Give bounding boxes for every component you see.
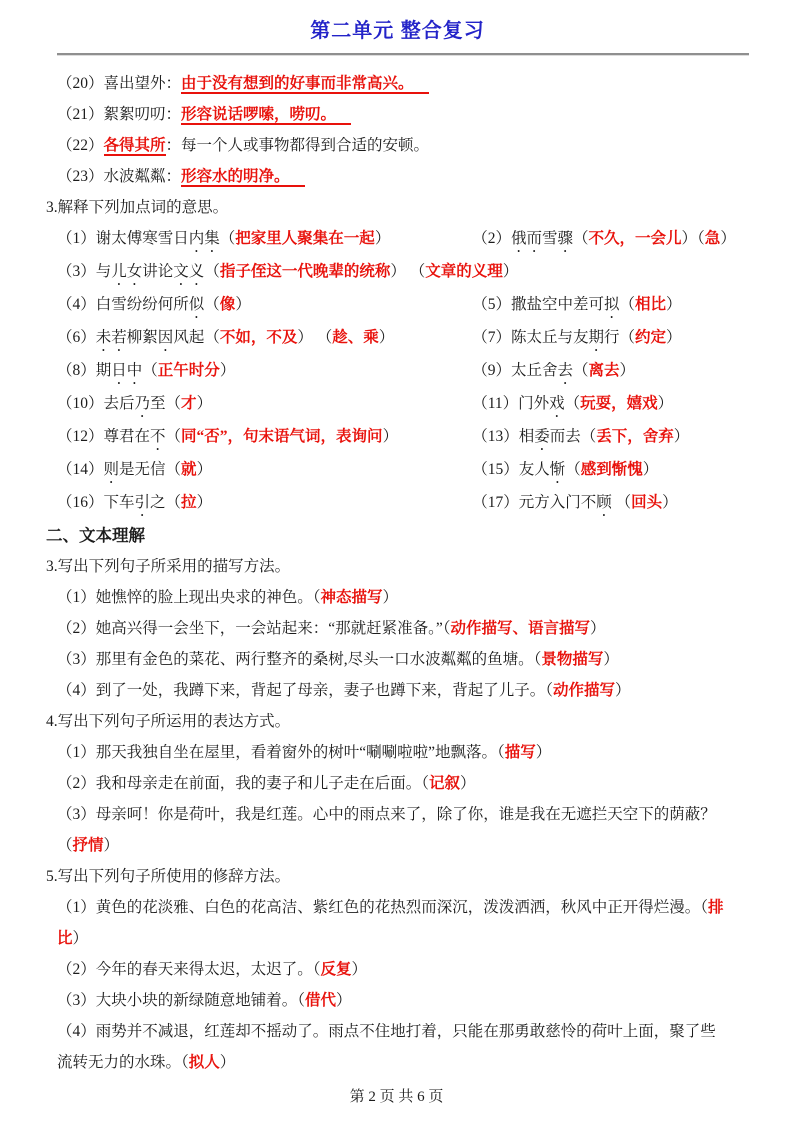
dotted-word: 俄而 <box>510 230 542 247</box>
answer-text: 才 <box>181 395 197 412</box>
exercise-item <box>472 355 749 388</box>
dotted-word: 委 <box>534 428 550 445</box>
dotted-word: 儿女 <box>111 263 143 280</box>
text-segment: ） （ <box>390 263 426 280</box>
text-segment: ） <box>196 461 213 478</box>
exercise-item <box>57 830 749 861</box>
exercise-item <box>57 421 472 454</box>
exercise-item <box>57 1016 749 1047</box>
text-segment: （7）陈太丘与友 <box>472 329 589 346</box>
text-segment: （1）她憔悴的脸上现出央求的神色。（ <box>57 589 321 606</box>
text-segment: （3）那里有金色的菜花、两行整齐的桑树,尽头一口水波粼粼的鱼塘。（ <box>57 651 542 668</box>
text-segment: （3）母亲呵！你是荷叶，我是红莲。心中的雨点来了，除了你，谁是我在无遮拦天空下的荫蔽？ <box>57 806 716 823</box>
exercise-item <box>57 289 472 322</box>
exercise-item <box>57 799 749 830</box>
answer-text: 比 <box>57 930 73 947</box>
text-segment: 讲论 <box>142 263 174 280</box>
text-segment: （23）水波粼粼： <box>57 168 182 185</box>
answer-text: 指子侄这一代晚辈的统称 <box>219 263 391 280</box>
text-segment: （ <box>57 837 73 854</box>
answer-text: 反复 <box>320 961 352 978</box>
text-segment: ） <box>382 589 399 606</box>
text-segment: （1）那天我独自坐在屋里，看着窗外的树叶“唰唰啦啦”地飘落。（ <box>57 744 505 761</box>
answer-text: 玩耍，嬉戏 <box>580 395 658 412</box>
answer-text: 丢下，舍弃 <box>596 428 674 445</box>
exercise-item-row <box>57 421 749 454</box>
answer-text: 抒情 <box>72 837 104 854</box>
dotted-word: 则 <box>103 461 120 478</box>
page-title: 第二单元 整合复习 <box>310 20 485 42</box>
answer-text: 记叙 <box>429 775 461 792</box>
text-segment: 行（ <box>603 329 635 346</box>
text-segment: （2） <box>472 230 511 247</box>
exercise-item <box>472 487 749 520</box>
text-segment: （9）太丘舍 <box>472 362 558 379</box>
dotted-word: 引 <box>134 494 151 511</box>
text-segment: （ <box>219 230 236 247</box>
text-segment: 是无信（ <box>119 461 182 478</box>
exercise-item <box>57 923 749 954</box>
answer-text: 正午时分 <box>157 362 220 379</box>
text-segment: （ <box>165 428 182 445</box>
answer-text: 拉 <box>181 494 197 511</box>
dotted-word: 似 <box>188 296 205 313</box>
text-segment: （ <box>204 263 220 280</box>
exercise-item <box>57 322 472 355</box>
answer-text: 同“否”，句末语气词，表询问 <box>181 428 383 445</box>
exercise-prompt <box>46 706 749 737</box>
answer-text: 神态描写 <box>320 589 383 606</box>
exercise-item-row <box>57 322 749 355</box>
exercise-item <box>57 355 472 388</box>
text-segment: ） <box>603 651 619 668</box>
document-body <box>46 68 749 1078</box>
text-segment: （22） <box>57 137 104 154</box>
text-segment: （4）到了一处，我蹲下来，背起了母亲，妻子也蹲下来，背起了儿子。（ <box>57 682 554 699</box>
text-segment: （10）去后 <box>57 395 135 412</box>
text-segment: （ <box>573 230 589 247</box>
text-segment: ） <box>103 837 120 854</box>
exercise-item <box>57 388 472 421</box>
answer-text: 回头 <box>631 494 663 511</box>
text-segment: ） <box>502 263 519 280</box>
exercise-item <box>57 130 749 161</box>
dotted-word: 因 <box>157 329 174 346</box>
definition-text: 形容说话啰嗦，唠叨。 <box>181 106 351 125</box>
text-segment: 而去（ <box>549 428 597 445</box>
answer-text: 排 <box>708 899 724 916</box>
definition-text: 各得其所 <box>103 137 166 154</box>
text-segment: ）（ <box>681 230 705 247</box>
answer-text: 不如，不及 <box>219 329 298 346</box>
text-segment: ：每一个人或事物都得到合适的安顿。 <box>165 137 430 154</box>
dotted-word: 日中 <box>111 362 143 379</box>
exercise-prompt <box>46 551 749 582</box>
text-segment: （ <box>565 461 581 478</box>
text-segment: ） <box>720 230 736 247</box>
exercise-item-row <box>57 355 749 388</box>
exercise-item <box>57 644 749 675</box>
exercise-item <box>472 421 749 454</box>
answer-text: 趁、乘 <box>332 329 379 346</box>
exercise-item <box>57 892 749 923</box>
exercise-item <box>57 454 472 487</box>
text-segment: （ <box>611 494 632 511</box>
text-segment: ） <box>590 620 606 637</box>
text-segment: ） <box>235 296 251 313</box>
dotted-word: 内集 <box>188 230 220 247</box>
text-segment: ） <box>351 961 368 978</box>
definition-text: 形容水的明净。 <box>181 168 305 187</box>
text-segment: ） <box>615 682 631 699</box>
text-segment: ） <box>662 494 678 511</box>
answer-text: 借代 <box>305 992 337 1009</box>
exercise-item <box>57 99 749 130</box>
text-segment: 3.解释下列加点词的意思。 <box>46 199 229 216</box>
text-segment: ） <box>382 428 399 445</box>
text-segment: （ <box>142 362 158 379</box>
text-segment: ） <box>460 775 476 792</box>
answer-text: 不久，一会儿 <box>588 230 682 247</box>
exercise-item <box>57 954 749 985</box>
dotted-word: 期 <box>588 329 604 346</box>
exercise-item <box>472 454 749 487</box>
exercise-item <box>472 289 749 322</box>
answer-text: 约定 <box>634 329 666 346</box>
answer-text: 动作描写 <box>553 682 616 699</box>
exercise-item <box>472 322 749 355</box>
text-segment: （20）喜出望外： <box>57 75 182 92</box>
text-segment: ） <box>619 362 636 379</box>
text-segment: ） <box>196 494 213 511</box>
answer-text: 动作描写、语言描写 <box>450 620 591 637</box>
text-segment: 雪 <box>541 230 558 247</box>
exercise-item-row <box>57 289 749 322</box>
answer-text: 相比 <box>634 296 666 313</box>
exercise-item <box>57 582 749 613</box>
text-segment: 至（ <box>150 395 182 412</box>
text-segment: （3）大块小块的新绿随意地铺着。（ <box>57 992 306 1009</box>
exercise-item-row <box>57 454 749 487</box>
section-heading <box>46 520 749 551</box>
answer-text: 景物描写 <box>541 651 604 668</box>
answer-text: 拟人 <box>188 1054 220 1071</box>
exercise-item <box>472 388 749 421</box>
text-segment: 二、文本理解 <box>46 526 145 545</box>
text-segment: ） <box>336 992 352 1009</box>
dotted-word: 惭 <box>549 461 566 478</box>
text-segment: （11）门外 <box>472 395 550 412</box>
text-segment: ） <box>219 1054 236 1071</box>
definition-text: 由于没有想到的好事而非常高兴。 <box>181 75 429 94</box>
text-segment: （ <box>564 395 581 412</box>
text-segment: （5）撒盐空中差可 <box>472 296 604 313</box>
answer-text: 离去 <box>588 362 620 379</box>
header-divider <box>57 53 749 56</box>
text-segment: ） <box>378 329 395 346</box>
exercise-item <box>57 223 472 256</box>
text-segment: （3）与 <box>57 263 112 280</box>
answer-text: 像 <box>219 296 236 313</box>
text-segment: （16）下车 <box>57 494 135 511</box>
text-segment: ） <box>72 930 89 947</box>
text-segment: （8）期 <box>57 362 112 379</box>
text-segment: ） （ <box>297 329 333 346</box>
text-segment: ） <box>374 230 391 247</box>
answer-text: 就 <box>181 461 197 478</box>
text-segment: （2）今年的春天来得太迟，太迟了。（ <box>57 961 321 978</box>
text-segment: （2）她高兴得一会坐下，一会站起来：“那就赶紧准备。”（ <box>57 620 451 637</box>
exercise-item <box>57 613 749 644</box>
exercise-prompt <box>46 192 749 223</box>
dotted-word: 未若 <box>95 329 127 346</box>
text-segment: （ <box>204 296 220 313</box>
text-segment: （21）絮絮叨叨： <box>57 106 182 123</box>
text-segment: ） <box>535 744 552 761</box>
exercise-item <box>472 223 749 256</box>
text-segment: 柳絮 <box>126 329 158 346</box>
text-segment: （ <box>619 296 635 313</box>
text-segment: ） <box>642 461 659 478</box>
text-segment: 风起（ <box>173 329 220 346</box>
text-segment: （15）友人 <box>472 461 550 478</box>
dotted-word: 乃 <box>134 395 151 412</box>
text-segment: （12）尊君在 <box>57 428 151 445</box>
exercise-item <box>57 161 749 192</box>
answer-text: 描写 <box>504 744 536 761</box>
exercise-item <box>57 487 472 520</box>
exercise-prompt <box>46 861 749 892</box>
exercise-item-row <box>57 388 749 421</box>
text-segment: 4.写出下列句子所运用的表达方式。 <box>46 713 291 730</box>
text-segment: （13）相 <box>472 428 535 445</box>
text-segment: 3.写出下列句子所采用的描写方法。 <box>46 558 291 575</box>
answer-text: 感到惭愧 <box>580 461 643 478</box>
text-segment: （14） <box>57 461 104 478</box>
exercise-item <box>57 256 749 289</box>
dotted-word: 顾 <box>596 494 612 511</box>
text-segment: 之（ <box>150 494 182 511</box>
text-segment: （ <box>572 362 589 379</box>
text-segment: （4）雨势并不减退，红莲却不摇动了。雨点不住地打着，只能在那勇敢慈怜的荷叶上面，聚了些 <box>57 1023 716 1040</box>
dotted-word: 戏 <box>549 395 565 412</box>
dotted-word: 文义 <box>173 263 205 280</box>
exercise-item-row <box>57 487 749 520</box>
text-segment: （2）我和母亲走在前面，我的妻子和儿子走在后面。（ <box>57 775 430 792</box>
text-segment: （4）白雪纷纷何所 <box>57 296 189 313</box>
text-segment: ） <box>666 296 682 313</box>
dotted-word: 拟 <box>603 296 620 313</box>
exercise-item <box>57 68 749 99</box>
text-segment: （1）黄色的花淡雅、白色的花高洁、紫红色的花热烈而深沉，泼泼洒洒，秋风中正开得烂漫。（ <box>57 899 709 916</box>
text-segment: ） <box>657 395 674 412</box>
exercise-item <box>57 1047 749 1078</box>
answer-text: 急 <box>704 230 721 247</box>
dotted-word: 不 <box>150 428 166 445</box>
text-segment: （17）元方入门不 <box>472 494 597 511</box>
text-segment: （1）谢太傅寒雪日 <box>57 230 189 247</box>
text-segment: ） <box>673 428 690 445</box>
answer-text: 把家里人聚集在一起 <box>235 230 375 247</box>
exercise-item <box>57 675 749 706</box>
exercise-item-row <box>57 223 749 256</box>
text-segment: ） <box>666 329 682 346</box>
dotted-word: 去 <box>557 362 573 379</box>
page-footer: 第 2 页 共 6 页 <box>349 1089 444 1105</box>
dotted-word: 骤 <box>557 230 573 247</box>
text-segment: ） <box>196 395 213 412</box>
exercise-item <box>57 768 749 799</box>
text-segment: （6） <box>57 329 96 346</box>
text-segment: 流转无力的水珠。（ <box>57 1054 189 1071</box>
text-segment: 5.写出下列句子所使用的修辞方法。 <box>46 868 291 885</box>
exercise-item <box>57 985 749 1016</box>
answer-text: 文章的义理 <box>425 263 503 280</box>
text-segment: ） <box>219 362 236 379</box>
exercise-item <box>57 737 749 768</box>
